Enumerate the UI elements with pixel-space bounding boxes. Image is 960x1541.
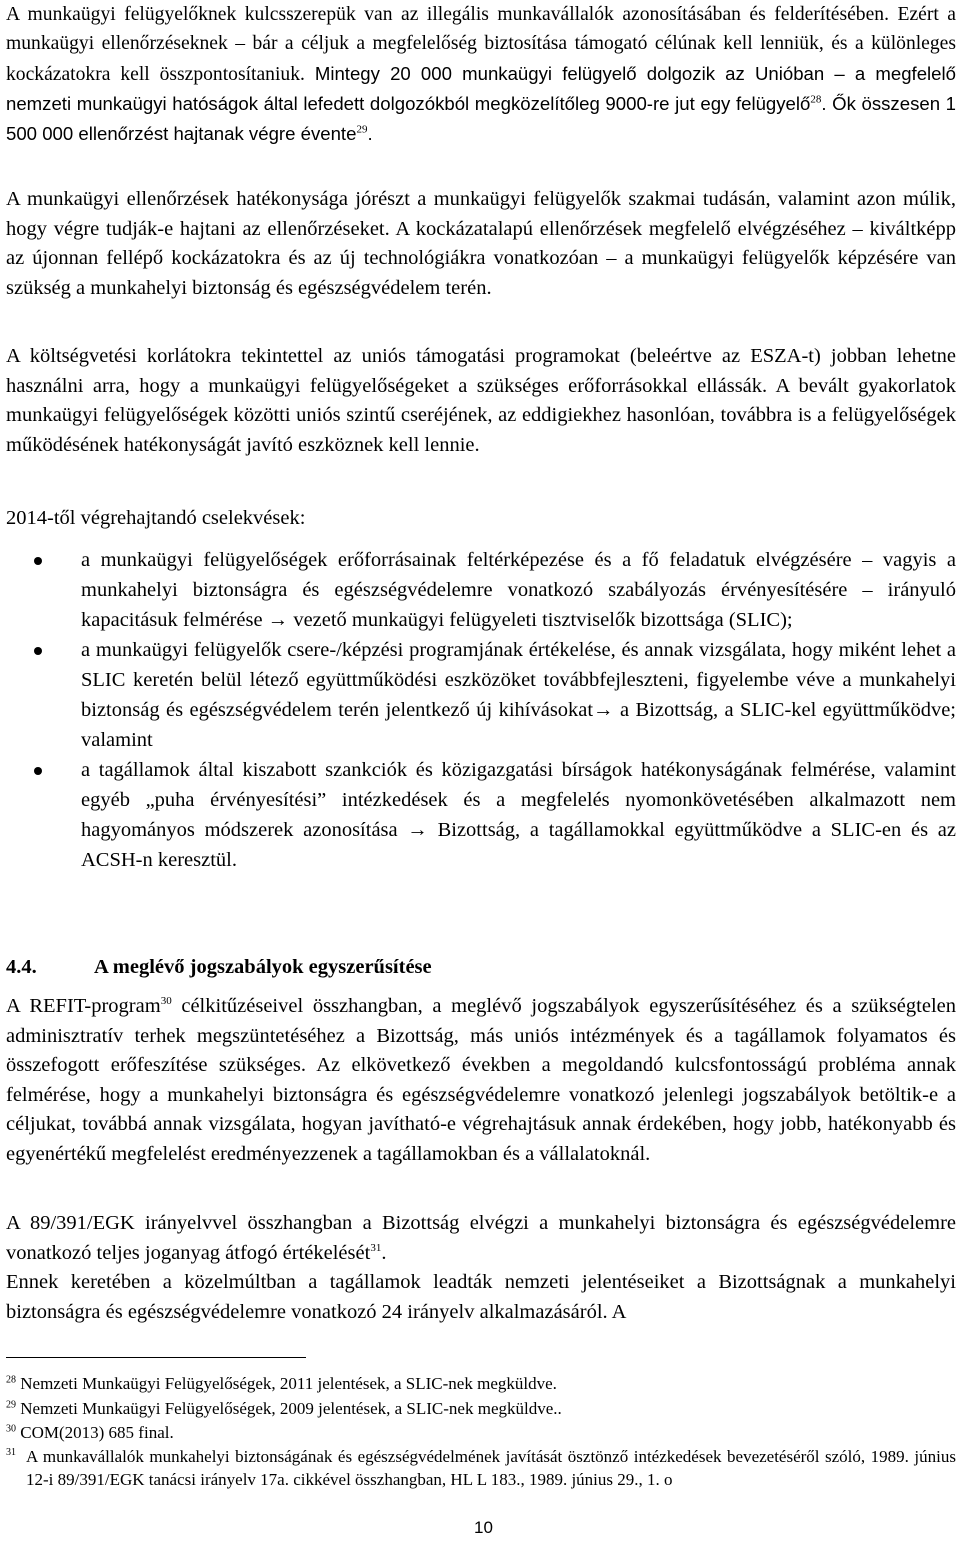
footnote-number: 29 xyxy=(6,1399,16,1411)
paragraph-text: célkitűzéseivel összhangban, a meglévő jogszabályok egyszerűsítéséhez és a szükségtelen adminisztratív terhek megszüntetéséhez a Bizottság, más uniós intézmények és a tagállamok folyamatos és összefogott erőfeszítése szükséges. Az elkövetkező években a megoldandó kulcsfontosságú probléma annak felmérése, hogy a munkahelyi biztonságra és egészségvédelemre vonatkozó jelenlegi jogszabályok betöltik-e a céljukat, továbbá annak vizsgálata, hogyan javítható-e végrehajtásuk annak érdekében, hogy jobb, hatékonyabb és egyenértékű megfelelést eredményezzenek a tagállamokban és a vállalatoknál. xyxy=(6,995,956,1165)
footnote-text: Nemzeti Munkaügyi Felügyelőségek, 2011 jelentések, a SLIC-nek megküldve. xyxy=(20,1374,557,1393)
section-number: 4.4. xyxy=(6,956,37,978)
footnote-text: Nemzeti Munkaügyi Felügyelőségek, 2009 jelentések, a SLIC-nek megküldve.. xyxy=(20,1399,562,1418)
footnote-ref[interactable]: 28 xyxy=(810,93,822,106)
list-item-text: a munkaügyi felügyelők csere-/képzési programjának értékelése, és annak vizsgálata, hogy miként lehet a SLIC keretén belül létező együttműködési eszközöket továbbfejleszteni, figyelembe véve a munkahelyi biztonság és egészségvédelem terén jelentkező új kihívásokat xyxy=(81,639,956,721)
list-item xyxy=(6,755,956,875)
paragraph-reports: Ennek keretében a közelmúltban a tagállamok leadták nemzeti jelentéseiket a Bizottságnak a munkahelyi biztonságra és egészségvédelemre vonatkozó 24 irányelv alkalmazásáról. A xyxy=(6,1271,956,1323)
paragraph-text: A REFIT-program xyxy=(6,995,161,1017)
page-number: 10 xyxy=(474,1518,493,1537)
paragraph-text: . xyxy=(367,123,373,145)
footnote xyxy=(6,1445,956,1491)
footnote-number: 31 xyxy=(6,1447,16,1458)
arrow-icon: → xyxy=(593,699,614,721)
paragraph-refit xyxy=(6,992,956,1170)
paragraph-effectiveness: A munkaügyi ellenőrzések hatékonysága jórészt a munkaügyi felügyelők szakmai tudásán, valamint azon múlik, hogy végre tudják-e hajtani az ellenőrzéseket. A kockázatalapú ellenőrzések megfelelő elvégzéséhez – kiváltképp az újonnan fellépő kockázatokra és az új technológiákra vonatkozóan – a munkaügyi felügyelők képzésére van szükség a munkahelyi biztonság és egészségvédelem terén. xyxy=(6,188,956,299)
footnote-text: COM(2013) 685 final. xyxy=(20,1423,174,1442)
section-heading xyxy=(6,952,956,982)
paragraph-budget: A költségvetési korlátokra tekintettel az uniós támogatási programokat (beleértve az ESZA-t) jobban lehetne használni arra, hogy a munkaügyi felügyelőségeket a szükséges erőforrásokkal ellássák. A bevált gyakorlatok munkaügyi felügyelőségek közötti uniós szintű cseréjének, az eddigiekhez hasonlóan, továbbra is a felügyelőségek működésének hatékonyságát javító eszköznek kell lennie. xyxy=(6,345,956,456)
paragraph-directive xyxy=(6,1209,956,1268)
paragraph-text: A munkaügyi felügyelőknek kulcsszerepük van az illegális munkavállalók azonosításában és felderítésében. Ezért a munkaügyi ellenőrzéseknek – bár a céljuk a megfelelőség biztosítása támogató célúnak kell lenniük, és a különleges kockázatokra kell összpontosítaniuk. xyxy=(6,4,956,85)
bullet-icon xyxy=(34,647,42,655)
footnote-number: 30 xyxy=(6,1423,16,1435)
list-item-responsible: Bizottság, a tagállamokkal együttműködve a SLIC-en és az ACSH-n keresztül. xyxy=(81,819,956,871)
paragraph-text: . xyxy=(381,1241,387,1264)
footnote-divider xyxy=(6,1357,306,1358)
section-title: A meglévő jogszabályok egyszerűsítése xyxy=(94,956,432,978)
footnote-ref[interactable]: 29 xyxy=(356,123,368,136)
actions-intro: 2014-től végrehajtandó cselekvések: xyxy=(6,507,306,529)
paragraph-text: A 89/391/EGK irányelvvel összhangban a Bizottság elvégzi a munkahelyi biztonságra és egészségvédelemre vonatkozó teljes joganyag átfogó értékelését xyxy=(6,1212,956,1264)
list-item-responsible: a Bizottság, a SLIC-kel együttműködve; valamint xyxy=(81,699,956,751)
list-item xyxy=(6,635,956,755)
footnote xyxy=(6,1372,956,1395)
list-item-text: a tagállamok által kiszabott szankciók és közigazgatási bírságok hatékonyságának felmérése, valamint egyéb „puha érvényesítési” intézkedések és a megfelelés nyomonkövetésében alkalmazott nem hagyományos módszerek azonosítása xyxy=(81,759,956,841)
footnote xyxy=(6,1421,956,1444)
arrow-icon: → xyxy=(407,819,428,841)
footnote xyxy=(6,1397,956,1420)
footnote-ref[interactable]: 31 xyxy=(370,1241,382,1254)
actions-list xyxy=(6,545,956,875)
footnote-text: A munkavállalók munkahelyi biztonságának és egészségvédelmének javítását ösztönző intézkedések bevezetéséről szóló, 1989. június 12-i 89/391/EGK tanácsi irányelv 17a. cikkével összhangban, HL L 183., 1989. június 29., 1. o xyxy=(26,1447,956,1489)
footnote-ref[interactable]: 30 xyxy=(160,995,172,1008)
list-item-responsible: vezető munkaügyi felügyeleti tisztviselők bizottsága (SLIC); xyxy=(293,609,793,631)
arrow-icon: → xyxy=(267,609,289,631)
paragraph-text: . Ők összesen 1 500 000 ellenőrzést hajtanak végre évente xyxy=(6,92,956,145)
paragraph-text: Mintegy 20 000 munkaügyi felügyelő dolgozik az Unióban – a megfelelő nemzeti munkaügyi hatóságok által lefedett dolgozókból megközelítőleg 9000-re jut egy felügyelő xyxy=(6,62,956,114)
list-item xyxy=(6,545,956,635)
list-item-text: a munkaügyi felügyelőségek erőforrásainak feltérképezése és a fő feladatuk elvégzésére – vagyis a munkahelyi biztonságra és egészségvédelemre vonatkozó szabályozás érvényesítésére – irányuló kapacitásuk felmérése xyxy=(81,549,956,631)
bullet-icon xyxy=(34,767,42,775)
footnote-number: 28 xyxy=(6,1374,16,1386)
bullet-icon xyxy=(34,557,42,565)
paragraph-inspectors xyxy=(6,0,956,149)
